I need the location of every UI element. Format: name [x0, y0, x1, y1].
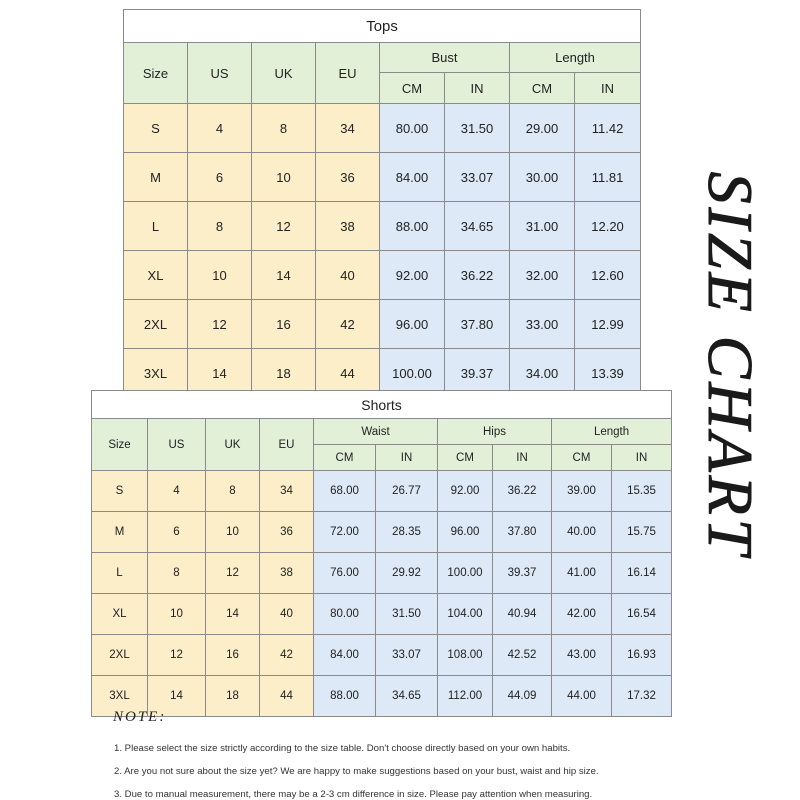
table-cell: 11.81 [575, 153, 641, 202]
table-cell: 42.52 [493, 635, 552, 676]
table-cell: M [124, 153, 188, 202]
table-cell: 36.22 [493, 471, 552, 512]
table-cell: 8 [188, 202, 252, 251]
table-cell: 88.00 [380, 202, 445, 251]
tops-header-bust: Bust [380, 43, 510, 73]
table-cell: 34.00 [510, 349, 575, 398]
table-cell: 33.07 [445, 153, 510, 202]
table-cell: 29.00 [510, 104, 575, 153]
table-cell: 32.00 [510, 251, 575, 300]
table-row [124, 251, 641, 300]
table-cell: 14 [252, 251, 316, 300]
tops-header-bust-in: IN [445, 73, 510, 104]
table-cell: 8 [148, 553, 206, 594]
tops-header-length-cm: CM [510, 73, 575, 104]
shorts-header-size: Size [92, 419, 148, 471]
table-cell: 72.00 [314, 512, 376, 553]
table-cell: L [124, 202, 188, 251]
table-cell: 42 [260, 635, 314, 676]
table-cell: 26.77 [376, 471, 438, 512]
table-cell: 2XL [124, 300, 188, 349]
shorts-header-hips: Hips [438, 419, 552, 445]
table-cell: 15.75 [612, 512, 672, 553]
table-cell: 31.50 [376, 594, 438, 635]
table-cell: 16 [252, 300, 316, 349]
table-cell: 44.09 [493, 676, 552, 717]
table-cell: 16.14 [612, 553, 672, 594]
table-cell: 17.32 [612, 676, 672, 717]
table-cell: 37.80 [493, 512, 552, 553]
table-cell: 36 [260, 512, 314, 553]
table-row [92, 676, 672, 717]
tops-header-length: Length [510, 43, 641, 73]
table-cell: 108.00 [438, 635, 493, 676]
shorts-header-waist: Waist [314, 419, 438, 445]
table-cell: 42 [316, 300, 380, 349]
table-cell: 39.37 [493, 553, 552, 594]
table-cell: 88.00 [314, 676, 376, 717]
table-cell: 40.00 [552, 512, 612, 553]
table-row [92, 553, 672, 594]
table-cell: 36.22 [445, 251, 510, 300]
table-cell: XL [92, 594, 148, 635]
table-cell: 34.65 [376, 676, 438, 717]
tops-header-us: US [188, 43, 252, 104]
table-cell: 112.00 [438, 676, 493, 717]
table-cell: 96.00 [438, 512, 493, 553]
size-chart-title: SIZE CHART [695, 171, 766, 559]
table-cell: 42.00 [552, 594, 612, 635]
table-cell: 14 [206, 594, 260, 635]
table-cell: 37.80 [445, 300, 510, 349]
table-cell: 44 [260, 676, 314, 717]
table-cell: 16.54 [612, 594, 672, 635]
table-cell: 3XL [92, 676, 148, 717]
tops-header-bust-cm: CM [380, 73, 445, 104]
table-cell: 34.65 [445, 202, 510, 251]
tops-header-eu: EU [316, 43, 380, 104]
table-cell: 76.00 [314, 553, 376, 594]
table-cell: 31.50 [445, 104, 510, 153]
table-cell: 4 [188, 104, 252, 153]
table-cell: S [124, 104, 188, 153]
note-item-3: 3. Due to manual measurement, there may be a 2-3 cm difference in size. Please pay attention when measuring. [114, 789, 593, 800]
tops-size-table [123, 9, 641, 398]
table-cell: 10 [206, 512, 260, 553]
table-cell: 39.00 [552, 471, 612, 512]
table-cell: 80.00 [380, 104, 445, 153]
table-row [124, 202, 641, 251]
table-cell: 12 [206, 553, 260, 594]
table-cell: 44.00 [552, 676, 612, 717]
table-cell: 16 [206, 635, 260, 676]
tops-header-length-in: IN [575, 73, 641, 104]
table-cell: 15.35 [612, 471, 672, 512]
table-cell: 100.00 [438, 553, 493, 594]
table-cell: 92.00 [438, 471, 493, 512]
table-cell: 31.00 [510, 202, 575, 251]
table-cell: 12.60 [575, 251, 641, 300]
note-item-2: 2. Are you not sure about the size yet? We are happy to make suggestions based on your bust, waist and hip size. [114, 766, 599, 777]
table-cell: 38 [316, 202, 380, 251]
shorts-header-eu: EU [260, 419, 314, 471]
table-cell: 96.00 [380, 300, 445, 349]
table-row [124, 104, 641, 153]
shorts-header-length-cm: CM [552, 445, 612, 471]
table-cell: 16.93 [612, 635, 672, 676]
table-cell: 40.94 [493, 594, 552, 635]
tops-header-uk: UK [252, 43, 316, 104]
table-cell: 92.00 [380, 251, 445, 300]
table-row [124, 300, 641, 349]
table-cell: 4 [148, 471, 206, 512]
table-cell: 80.00 [314, 594, 376, 635]
table-cell: 8 [252, 104, 316, 153]
tops-table-title: Tops [124, 10, 641, 43]
table-cell: 38 [260, 553, 314, 594]
table-cell: 40 [260, 594, 314, 635]
note-item-1: 1. Please select the size strictly according to the size table. Don't choose directly based on your own habits. [114, 743, 571, 754]
table-cell: 104.00 [438, 594, 493, 635]
table-cell: S [92, 471, 148, 512]
table-cell: 3XL [124, 349, 188, 398]
table-cell: 36 [316, 153, 380, 202]
shorts-header-waist-in: IN [376, 445, 438, 471]
table-cell: XL [124, 251, 188, 300]
table-cell: 39.37 [445, 349, 510, 398]
table-cell: 41.00 [552, 553, 612, 594]
table-cell: 68.00 [314, 471, 376, 512]
table-cell: 18 [206, 676, 260, 717]
table-cell: 11.42 [575, 104, 641, 153]
table-cell: 2XL [92, 635, 148, 676]
table-cell: 34 [260, 471, 314, 512]
table-cell: 84.00 [380, 153, 445, 202]
table-cell: 12 [188, 300, 252, 349]
table-cell: 6 [148, 512, 206, 553]
table-cell: 33.00 [510, 300, 575, 349]
table-cell: 12.20 [575, 202, 641, 251]
table-row [92, 635, 672, 676]
table-cell: 12.99 [575, 300, 641, 349]
table-cell: 33.07 [376, 635, 438, 676]
table-cell: 30.00 [510, 153, 575, 202]
table-cell: 14 [148, 676, 206, 717]
shorts-header-length: Length [552, 419, 672, 445]
table-row [92, 594, 672, 635]
shorts-header-uk: UK [206, 419, 260, 471]
table-cell: 29.92 [376, 553, 438, 594]
table-cell: 34 [316, 104, 380, 153]
shorts-table-title: Shorts [92, 391, 672, 419]
table-cell: 100.00 [380, 349, 445, 398]
table-cell: 10 [188, 251, 252, 300]
table-cell: 6 [188, 153, 252, 202]
table-cell: 12 [252, 202, 316, 251]
table-cell: 28.35 [376, 512, 438, 553]
table-cell: 84.00 [314, 635, 376, 676]
shorts-header-length-in: IN [612, 445, 672, 471]
table-cell: 12 [148, 635, 206, 676]
table-row [92, 512, 672, 553]
table-cell: 10 [252, 153, 316, 202]
table-cell: L [92, 553, 148, 594]
table-cell: 10 [148, 594, 206, 635]
table-cell: 8 [206, 471, 260, 512]
shorts-header-waist-cm: CM [314, 445, 376, 471]
table-cell: 43.00 [552, 635, 612, 676]
table-row [124, 153, 641, 202]
shorts-header-us: US [148, 419, 206, 471]
shorts-size-table [91, 390, 672, 717]
table-cell: 14 [188, 349, 252, 398]
table-cell: 40 [316, 251, 380, 300]
shorts-header-hips-in: IN [493, 445, 552, 471]
table-cell: 44 [316, 349, 380, 398]
table-row [92, 471, 672, 512]
table-cell: M [92, 512, 148, 553]
note-label: NOTE: [113, 709, 167, 725]
tops-header-size: Size [124, 43, 188, 104]
shorts-header-hips-cm: CM [438, 445, 493, 471]
table-cell: 13.39 [575, 349, 641, 398]
table-cell: 18 [252, 349, 316, 398]
